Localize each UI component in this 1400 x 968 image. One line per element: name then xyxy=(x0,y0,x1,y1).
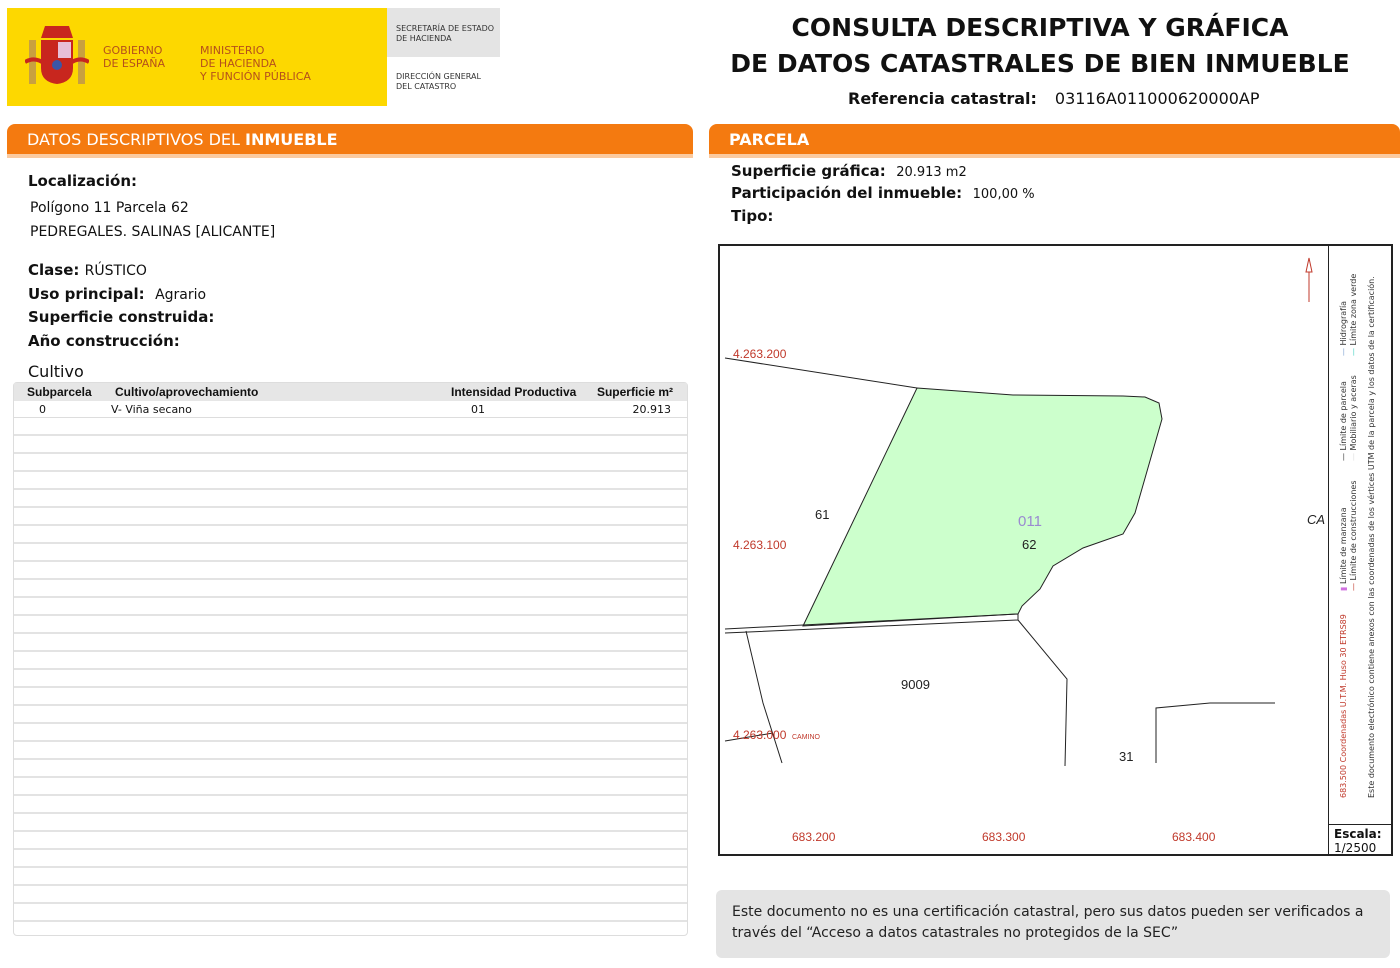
superficie-grafica: Superficie gráfica: 20.913 m2 xyxy=(731,162,967,180)
legend-parcela: — Límite de parcela xyxy=(1339,381,1348,461)
map-legend xyxy=(1328,246,1391,854)
parcel-label-61: 61 xyxy=(815,507,830,522)
datos-descriptivos-section xyxy=(7,124,693,158)
x-label: 683.400 xyxy=(1172,830,1216,844)
poligono-label: 011 xyxy=(1018,513,1042,530)
cell-intensidad: 01 xyxy=(471,403,485,416)
legend-mobiliario: — Mobiliario y aceras xyxy=(1349,375,1358,461)
participacion: Participación del inmueble: 100,00 % xyxy=(731,184,1035,202)
cadastral-map[interactable] xyxy=(718,244,1393,856)
y-label: 4.263.000 xyxy=(733,728,787,742)
parcela-section xyxy=(709,124,1400,158)
secretaria-box: SECRETARÍA DE ESTADO DE HACIENDA xyxy=(387,8,500,57)
section-header: PARCELA xyxy=(709,124,1400,154)
clase-field: Clase: RÚSTICO xyxy=(28,261,147,279)
legend-disclaimer: Este documento electrónico contiene anexos con las coordenadas de los vértices UTM de la parcela y los datos de la certificación. xyxy=(1367,276,1376,798)
y-label: 4.263.100 xyxy=(733,538,787,552)
gobierno-text: GOBIERNO DE ESPAÑA xyxy=(103,44,166,70)
uso-field: Uso principal: Agrario xyxy=(28,285,207,303)
col-superficie: Superficie m² xyxy=(596,385,673,399)
table-row xyxy=(14,401,687,418)
direccion-text: DIRECCIÓN GENERAL DEL CATASTRO xyxy=(396,72,481,91)
col-cultivo: Cultivo/aprovechamiento xyxy=(115,385,259,399)
legend-hidrografia: — Hidrografía xyxy=(1339,300,1348,356)
y-label: 4.263.200 xyxy=(733,347,787,361)
referencia-catastral: Referencia catastral: 03116A011000620000AP xyxy=(848,89,1260,108)
col-intensidad: Intensidad Productiva xyxy=(451,385,577,399)
x-label: 683.200 xyxy=(792,830,836,844)
anio-construccion-label: Año construcción: xyxy=(28,332,180,350)
tipo-label: Tipo: xyxy=(731,207,774,225)
camino-label: CAMINO xyxy=(792,734,820,741)
coords-note: 683.500 Coordenadas U.T.M. Huso 30 ETRS89 xyxy=(1339,614,1348,798)
ministerio-text: MINISTERIO DE HACIENDA Y FUNCIÓN PÚBLICA xyxy=(200,44,311,83)
cell-subparcela: 0 xyxy=(39,403,46,416)
legend-manzana: ▮ Límite de manzana xyxy=(1339,507,1348,591)
parcel-label-31: 31 xyxy=(1119,749,1134,764)
parcel-label-62: 62 xyxy=(1022,537,1037,552)
gobierno-logo xyxy=(7,8,387,106)
ca-label: CA xyxy=(1307,512,1326,527)
cultivo-table xyxy=(13,382,688,936)
localizacion-line2: PEDREGALES. SALINAS [ALICANTE] xyxy=(30,224,276,240)
legend-zona-verde: — Límite zona verde xyxy=(1349,273,1358,356)
parcel-label-9009: 9009 xyxy=(901,677,930,692)
cultivo-title: Cultivo xyxy=(28,362,84,381)
coat-of-arms-icon xyxy=(25,20,89,92)
page-title: CONSULTA DESCRIPTIVA Y GRÁFICA DE DATOS CATASTRALES DE BIEN INMUEBLE xyxy=(730,13,1350,78)
col-subparcela: Subparcela xyxy=(27,385,92,399)
localizacion-label: Localización: xyxy=(28,172,138,190)
disclaimer-note: Este documento no es una certificación catastral, pero sus datos pueden ser verificados a través del “Acceso a datos catastrales no protegidos de la SEC” xyxy=(716,890,1390,958)
escala-box: Escala: 1/2500 xyxy=(1329,824,1391,857)
map-canvas[interactable] xyxy=(720,246,1328,854)
legend-construcciones: — Límite de construcciones xyxy=(1349,480,1358,591)
x-label: 683.300 xyxy=(982,830,1026,844)
parcel-62 xyxy=(803,388,1162,626)
cell-superficie: 20.913 xyxy=(632,403,671,416)
superficie-construida-label: Superficie construida: xyxy=(28,308,215,326)
localizacion-line1: Polígono 11 Parcela 62 xyxy=(30,200,189,216)
section-header: DATOS DESCRIPTIVOS DEL INMUEBLE xyxy=(7,124,693,154)
table-header xyxy=(14,383,687,401)
north-arrow-icon xyxy=(1306,258,1312,302)
cell-cultivo: V- Viña secano xyxy=(111,403,192,416)
